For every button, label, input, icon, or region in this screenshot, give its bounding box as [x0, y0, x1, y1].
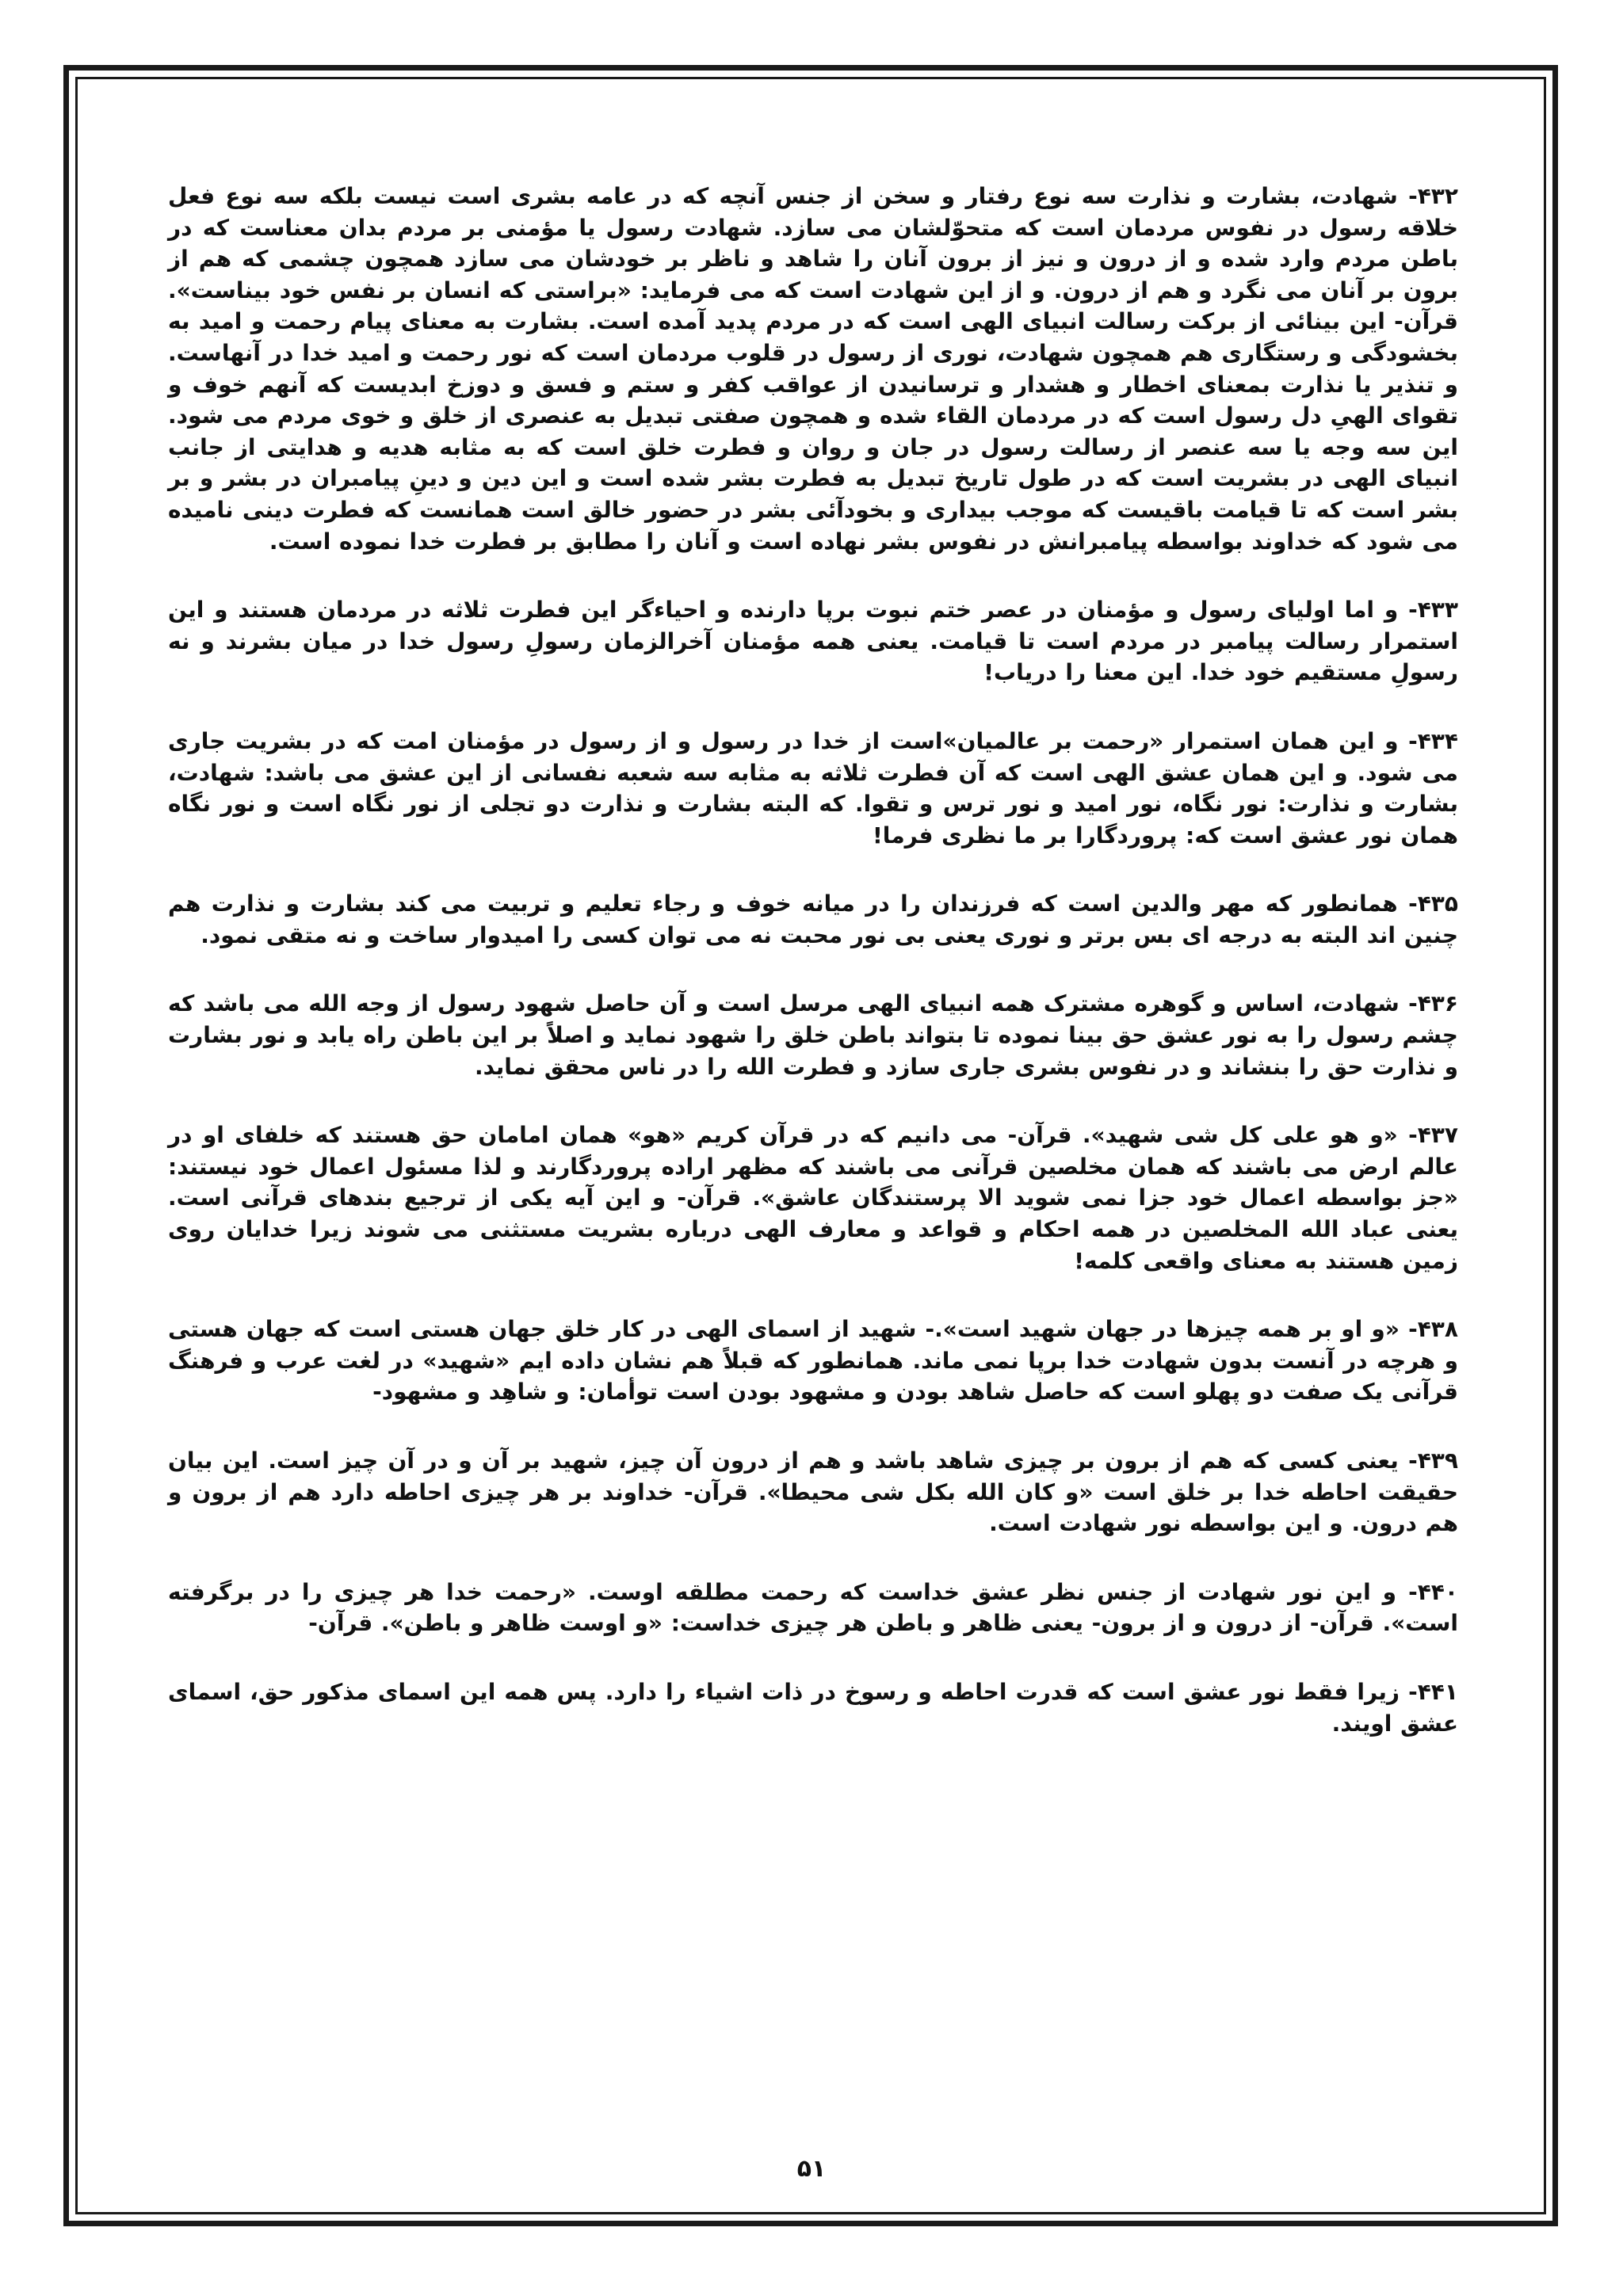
paragraph-433: ۴۳۳- و اما اولیای رسول و مؤمنان در عصر ختم نبوت برپا دارنده و احیاءگر این فطرت ثلاثه در مردمان هستند و این استمرار رسالت پیامبر در مردم است تا قیامت. یعنی همه مؤمنان آخرالزمان رسولِ رسول خدا در میان بشرند و نه رسولِ مستقیم خود خدا. این معنا را دریاب! [168, 597, 1458, 686]
paragraph-432: ۴۳۲- شهادت، بشارت و نذارت سه نوع رفتار و سخن از جنس آنچه که در عامه بشری است نیست بلکه سه نوع فعل خلاقه رسول در نفوس مردمان است که متحوّلشان می سازد. شهادت رسول یا مؤمنی بر مردم بدان معناست که در باطن مردم وارد شده و از درون و نیز از برون آنان را شاهد و ناظر بر خودشان می سازد همچون چشمی که هم از برون بر آنان می نگرد و هم از درون. و از این شهادت است که می فرماید: «براستی که انسان بر نفس خود بیناست». قرآن- این بینائی از برکت رسالت انبیای الهی است که در مردم پدید آمده است. بشارت به معنای پیام رحمت و امید به بخشودگی و رستگاری هم همچون شهادت، نوری از رسول در قلوب مردمان است که نور رحمت و امید خدا در آنهاست. و تنذیر یا نذارت بمعنای اخطار و هشدار و ترسانیدن از عواقب کفر و ستم و فسق و دوزخ ابدیست که آنهم خوف و تقوای الهیِ دل رسول است که در مردمان القاء شده و همچون صفتی تبدیل به عنصری از خلق و خوی مردم می شود. این سه وجه یا سه عنصر از رسالت رسول در جان و روان و فطرت خلق است که به مثابه هدیه و هدایتی از جانب انبیای الهی در بشریت است که در طول تاریخ تبدیل به فطرت بشر شده است و این دین و دینِ پیامبران در بشر و بر بشر است که تا قیامت باقیست که موجب بیداری و بخودآئی بشر در حضور خالق است همانست که فطرت دینی نامیده می شود که خداوند بواسطه پیامبرانش در نفوس بشر نهاده است و آنان را مطابق بر فطرت خدا نموده است. [168, 183, 1458, 555]
paragraph-435: ۴۳۵- همانطور که مهر والدین است که فرزندان را در میانه خوف و رجاء تعلیم و تربیت می کند بشارت و نذارت هم چنین اند البته به درجه ای بس برتر و نوری یعنی بی نور محبت نه می توان کسی را امیدوار ساخت و نه متقی نمود. [168, 891, 1458, 948]
paragraph-440: ۴۴۰- و این نور شهادت از جنس نظر عشق خداست که رحمت مطلقه اوست. «رحمت خدا هر چیزی را در برگرفته است». قرآن- از درون و از برون- یعنی ظاهر و باطن هر چیزی خداست: «و اوست ظاهر و باطن». قرآن- [168, 1578, 1458, 1637]
paragraph-441: ۴۴۱- زیرا فقط نور عشق است که قدرت احاطه و رسوخ در ذات اشیاء را دارد. پس همه این اسمای مذکور حق، اسمای عشق اویند. [168, 1678, 1458, 1737]
page-body [168, 181, 1458, 1776]
page-number: ۵۱ [796, 2155, 827, 2183]
paragraph-437: ۴۳۷- «و هو علی کل شی شهید». قرآن- می دانیم که در قرآن کریم «هو» همان امامان حق هستند که خلفای او در عالم ارض می باشند که همان مخلصین قرآنی می باشند که مظهر اراده پروردگارند و لذا مسئول اعمال خود نیستند: «جز بواسطه اعمال خود جزا نمی شوید الا پرستندگان عاشق». قرآن- و این آیه یکی از ترجیع بندهای قرآنی است. یعنی عباد الله المخلصین در همه احکام و قواعد و معارف الهی درباره بشریت مستثنی می شوند زیرا خدایان روی زمین هستند به معنای واقعی کلمه! [168, 1122, 1458, 1274]
paragraph-436: ۴۳۶- شهادت، اساس و گوهره مشترک همه انبیای الهی مرسل است و آن حاصل شهود رسول از وجه الله می باشد که چشم رسول را به نور عشق حق بینا نموده تا بتواند باطن خلق را شهود نماید و اصلاً بر این باطن راه یابد و نور بشارت و نذارت حق را بنشاند و در نفوس بشری جاری سازد و فطرت الله را در ناس محقق نماید. [168, 990, 1458, 1080]
paragraph-439: ۴۳۹- یعنی کسی که هم از برون بر چیزی شاهد باشد و هم از درون آن چیز، شهید بر آن و در آن چیز است. این بیان حقیقت احاطه خدا بر خلق است «و کان الله بکل شی محیطا». قرآن- خداوند بر هر چیزی احاطه دارد هم از برون و هم درون. و این بواسطه نور شهادت است. [168, 1447, 1458, 1537]
paragraph-438: ۴۳۸- «و او بر همه چیزها در جهان شهید است».- شهید از اسمای الهی در کار خلق جهان هستی است که جهان هستی و هرچه در آنست بدون شهادت خدا برپا نمی ماند. همانطور که قبلاً هم نشان داده ایم «شهید» در لغت عرب و فرهنگ قرآنی یک صفت دو پهلو است که حاصل شاهد بودن و مشهود بودن است توأمان: و شاهِد و مشهود- [168, 1316, 1458, 1405]
paragraph-434: ۴۳۴- و این همان استمرار «رحمت بر عالمیان»است از خدا در رسول و از رسول در مؤمنان امت که در بشریت جاری می شود. و این همان عشق الهی است که آن فطرت ثلاثه به مثابه سه شعبه نفسانی از این عشق می باشد: شهادت، بشارت و نذارت: نور نگاه، نور امید و نور ترس و تقوا. که البته بشارت و نذارت دو تجلی از نور نگاه است و نور نگاه همان نور عشق است که: پروردگارا بر ما نظری فرما! [168, 727, 1458, 849]
